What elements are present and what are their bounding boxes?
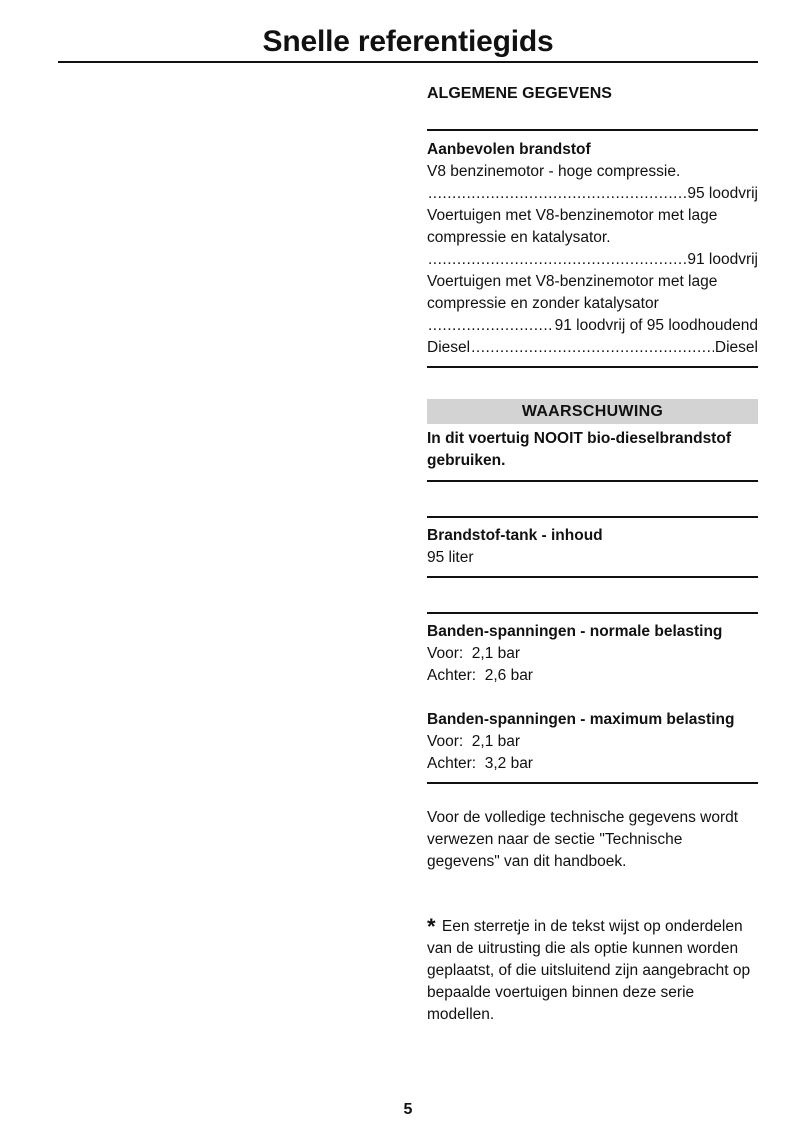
warning-title: WAARSCHUWING	[427, 399, 758, 424]
technical-note: Voor de volledige technische gegevens wordt verwezen naar de sectie "Technische gegevens" van dit handboek.	[427, 809, 739, 870]
tank-block	[427, 525, 758, 569]
fuel-row-value: Diesel	[714, 339, 758, 356]
warning-text: In dit voertuig NOOIT bio-dieselbrandstof gebruiken.	[427, 430, 731, 469]
fuel-block	[427, 139, 758, 359]
tyres-normal-front: Voor: 2,1 bar	[427, 645, 521, 662]
asterisk-note-text: Een sterretje in de tekst wijst op onderdelen van de uitrusting die als optie kunnen worden geplaatst, of die uitsluitend zijn aangebracht op bepaalde voertuigen binnen deze serie modellen.	[427, 918, 751, 1023]
fuel-row-value-line	[427, 183, 758, 205]
fuel-row-value: 95 loodvrij	[687, 185, 758, 202]
fuel-row-value-line	[427, 249, 758, 271]
tyres-max-block	[427, 709, 758, 775]
tank-value: 95 liter	[427, 549, 474, 566]
leader-dots	[471, 337, 714, 359]
leader-dots	[428, 249, 686, 271]
divider	[427, 480, 758, 482]
divider	[427, 366, 758, 368]
leader-dots	[428, 315, 554, 337]
fuel-row-value-line	[427, 337, 758, 359]
section-heading: ALGEMENE GEGEVENS	[427, 85, 612, 102]
tyres-normal-block	[427, 621, 758, 687]
fuel-row-lead: Diesel	[427, 339, 471, 356]
tyres-max-front: Voor: 2,1 bar	[427, 733, 521, 750]
divider	[427, 576, 758, 578]
tyres-max-rear: Achter: 3,2 bar	[427, 755, 533, 772]
leader-dots	[428, 183, 686, 205]
page-number: 5	[403, 1101, 413, 1118]
fuel-row-value: 91 loodvrij of 95 loodhoudend	[554, 317, 758, 334]
fuel-row-label: Voertuigen met V8-benzinemotor met lage compressie en katalysator.	[427, 207, 718, 246]
tyres-normal-heading: Banden-spanningen - normale belasting	[427, 623, 723, 640]
fuel-row-label: V8 benzinemotor - hoge compressie.	[427, 163, 681, 180]
fuel-row-value: 91 loodvrij	[687, 251, 758, 268]
divider	[427, 516, 758, 518]
title-divider	[58, 61, 758, 63]
divider	[427, 782, 758, 784]
fuel-row-value-line	[427, 315, 758, 337]
asterisk-symbol: *	[427, 914, 436, 939]
tyres-normal-rear: Achter: 2,6 bar	[427, 667, 533, 684]
tyres-max-heading: Banden-spanningen - maximum belasting	[427, 711, 735, 728]
asterisk-note	[427, 916, 762, 1026]
fuel-heading: Aanbevolen brandstof	[427, 141, 591, 158]
divider	[427, 129, 758, 131]
tank-heading: Brandstof-tank - inhoud	[427, 527, 603, 544]
divider	[427, 612, 758, 614]
page-title: Snelle referentiegids	[262, 25, 554, 58]
fuel-row-label: Voertuigen met V8-benzinemotor met lage compressie en zonder katalysator	[427, 273, 718, 312]
